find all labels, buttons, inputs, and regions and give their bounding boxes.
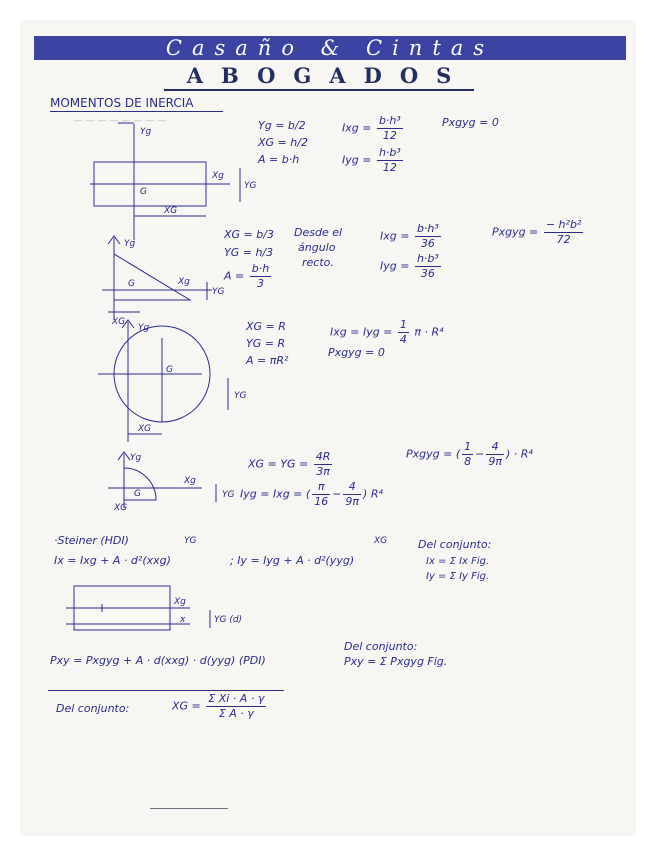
tri-note-2: ángulo bbox=[298, 241, 336, 254]
qc-xg-axis-label: Xg bbox=[184, 476, 196, 486]
document-page bbox=[22, 22, 634, 834]
steiner-diagram bbox=[52, 584, 262, 634]
rect-xg-formula: XG = h/2 bbox=[258, 136, 308, 149]
steiner-iy-over: XG bbox=[374, 536, 388, 546]
rectangle-diagram bbox=[90, 122, 260, 242]
firm-subtitle: ABOGADOS bbox=[186, 63, 470, 88]
page-title: MOMENTOS DE INERCIA bbox=[50, 96, 194, 110]
steiner-yg-d-label: YG (d) bbox=[214, 615, 243, 625]
rect-g-label: G bbox=[140, 187, 147, 197]
circ-yg-formula: YG = R bbox=[246, 337, 286, 350]
tri-yg-axis-label: Yg bbox=[124, 239, 136, 249]
circ-xg-formula: XG = R bbox=[246, 320, 286, 333]
circ-pxgyg-formula: Pxgyg = 0 bbox=[328, 346, 385, 359]
tri-g-label: G bbox=[128, 279, 135, 289]
qc-iyg-formula: Iyg = Ixg = ( $\frac{\pi}{16}$ − $\frac{4}{9\pi}$ ) R⁴ bbox=[240, 480, 383, 508]
circ-YG-label: YG bbox=[234, 391, 247, 401]
steiner-set-ix: Ix = Σ Ix Fig. bbox=[426, 556, 490, 567]
tri-note-3: recto. bbox=[302, 256, 334, 269]
qc-pxgyg-formula: Pxgyg = ( $\frac{1}{8}$ − $\frac{4}{9\pi}$ ) · R⁴ bbox=[406, 440, 533, 468]
rect-yg-axis-label: Yg bbox=[140, 127, 152, 137]
qc-yg-axis-label: Yg bbox=[130, 453, 142, 463]
steiner-ix-formula: Ix = Ixg + A · d²(xxg) bbox=[54, 554, 171, 567]
rect-YG-label: YG bbox=[244, 181, 257, 191]
tri-area-formula: A = $\frac{b\cdot h}{3}$ bbox=[224, 262, 270, 290]
tri-xg-axis-label: Xg bbox=[178, 277, 190, 287]
steiner-x-label: x bbox=[180, 615, 186, 625]
circle-diagram bbox=[84, 318, 247, 448]
firm-name: Casaño & Cintas bbox=[165, 36, 495, 60]
page-bottom-mark bbox=[150, 808, 228, 809]
rect-pxgyg-formula: Pxgyg = 0 bbox=[442, 116, 499, 129]
steiner-set-title: Del conjunto: bbox=[418, 538, 492, 551]
steiner-title: ·Steiner (HDI) bbox=[54, 534, 129, 547]
title-underline bbox=[50, 111, 223, 112]
qc-YG-label: YG bbox=[222, 490, 235, 500]
tri-xg-formula: XG = b/3 bbox=[224, 228, 274, 241]
rect-xg-axis-label: Xg bbox=[212, 171, 224, 181]
divider-line bbox=[48, 690, 284, 691]
rect-area-formula: A = b·h bbox=[258, 153, 300, 166]
tri-YG-label: YG bbox=[212, 287, 225, 297]
rect-XG-label: XG bbox=[164, 206, 178, 216]
tri-iyg-formula: Iyg = $\frac{\text{h·b³}}{36}$ bbox=[380, 252, 439, 280]
circ-XG-label: XG bbox=[138, 424, 152, 434]
qc-xg-formula: XG = YG = $\frac{4R}{3\pi}$ bbox=[248, 450, 331, 478]
circ-g-label: G bbox=[166, 365, 173, 375]
tri-note-1: Desde el bbox=[294, 226, 343, 239]
quarter-circle-diagram bbox=[98, 450, 238, 512]
letterhead-banner bbox=[34, 36, 626, 60]
centroid-label: Del conjunto: bbox=[56, 702, 130, 715]
tri-pxgyg-formula: Pxgyg = $\frac{\text{− h²b²}}{72}$ bbox=[492, 218, 582, 246]
circ-yg-axis-label: Yg bbox=[138, 323, 150, 333]
tri-yg-formula: YG = h/3 bbox=[224, 246, 274, 259]
rect-iyg-formula: Iyg = $\frac{\text{h·b³}}{12}$ bbox=[342, 146, 401, 174]
product-set-pxy: Pxy = Σ Pxgyg Fig. bbox=[344, 655, 448, 668]
rect-ixg-formula: Ixg = $\frac{\text{b·h³}}{12}$ bbox=[342, 114, 401, 142]
steiner-set-iy: Iy = Σ Iy Fig. bbox=[426, 571, 490, 582]
circ-area-formula: A = πR² bbox=[246, 354, 289, 367]
steiner-xg-label: Xg bbox=[174, 597, 186, 607]
bleed-through-text: — — — — — — — — bbox=[74, 116, 167, 126]
product-formula: Pxy = Pxgyg + A · d(xxg) · d(yyg) (PDI) bbox=[50, 654, 266, 667]
triangle-diagram bbox=[62, 232, 232, 327]
rect-yg-formula: Yg = b/2 bbox=[258, 119, 306, 132]
qc-g-label: G bbox=[134, 489, 141, 499]
subtitle-rule bbox=[164, 89, 474, 91]
qc-XG-label: XG bbox=[114, 503, 128, 513]
steiner-iy-formula: ; Iy = Iyg + A · d²(yyg) bbox=[230, 554, 355, 567]
tri-XG-label: XG bbox=[112, 317, 126, 327]
tri-ixg-formula: Ixg = $\frac{\text{b·h³}}{36}$ bbox=[380, 222, 439, 250]
circ-ixg-formula: Ixg = Iyg = $\frac{1}{4}$ π · R⁴ bbox=[330, 318, 444, 346]
product-set-title: Del conjunto: bbox=[344, 640, 418, 653]
steiner-ix-over: YG bbox=[184, 536, 197, 546]
centroid-formula: XG = $\frac{\text{Σ Xi · A · γ}}{\text{Σ A · γ}}$ bbox=[172, 692, 265, 720]
